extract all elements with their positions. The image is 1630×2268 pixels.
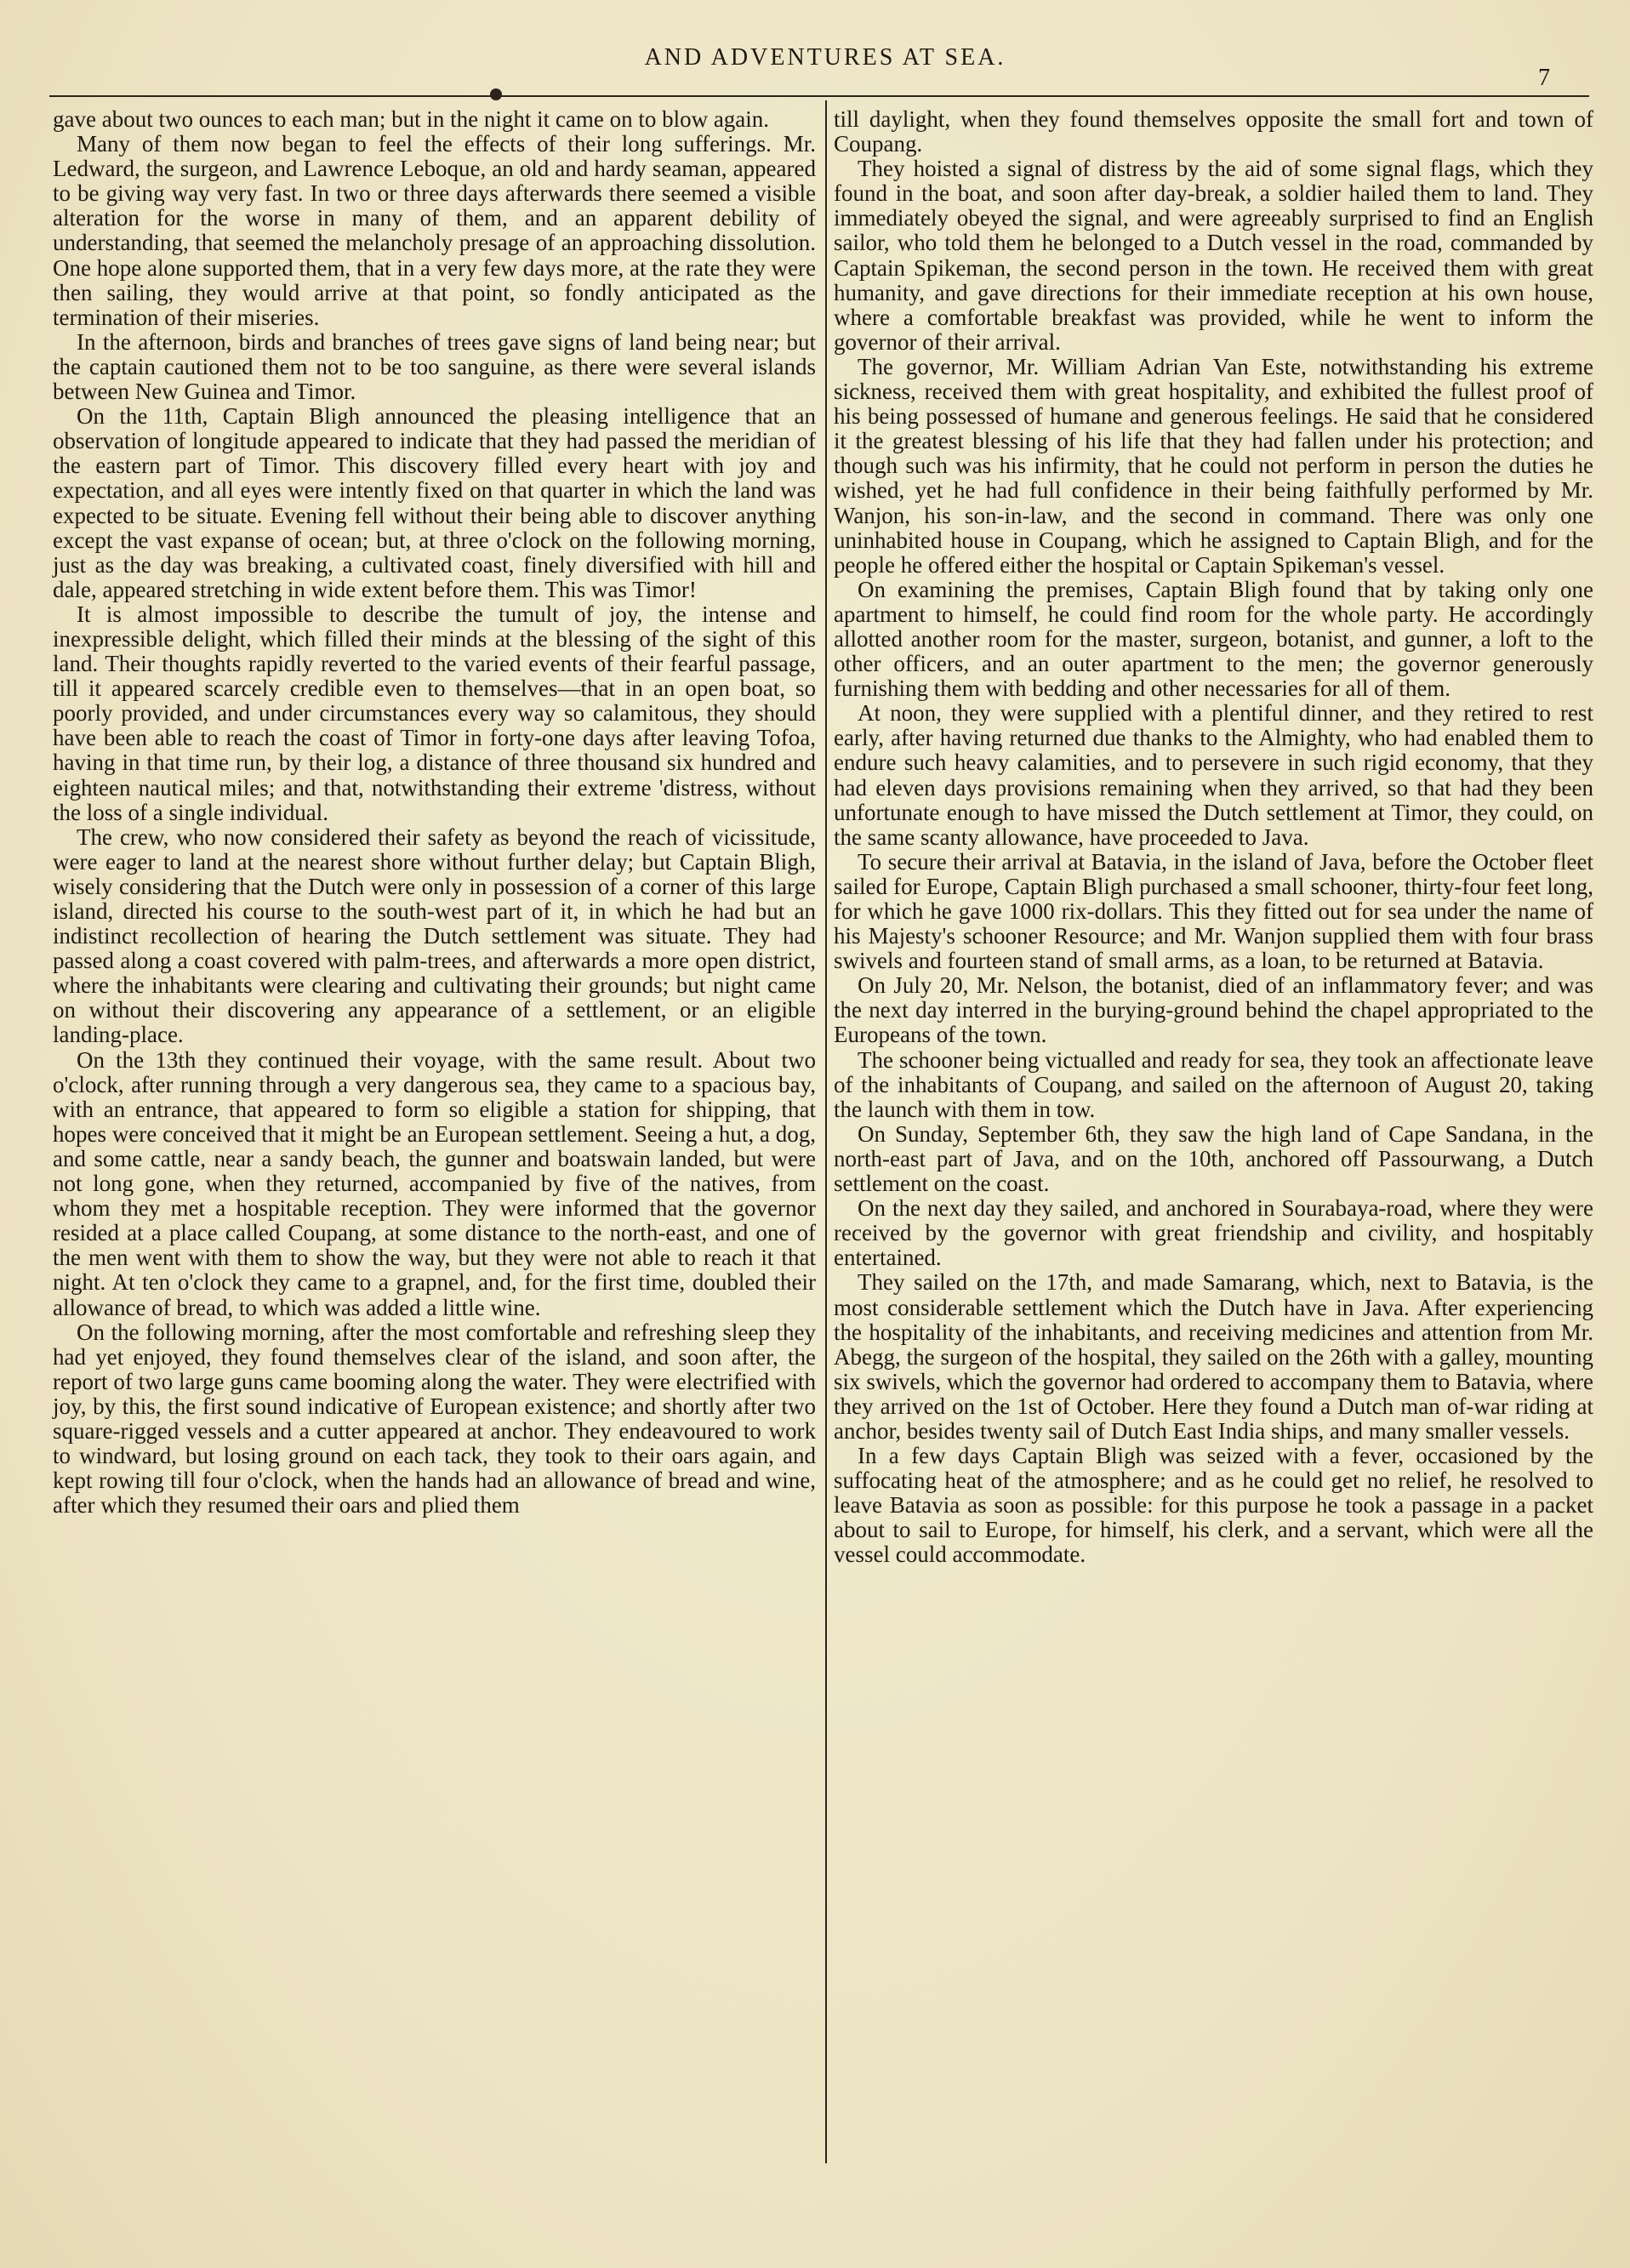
paragraph: The governor, Mr. William Adrian Van Este, notwithstanding his extreme sickness, received them with great hospitality, and exhibited the fullest proof of his being possessed of humane and generous feelings. He said that he considered it the greatest blessing of his life that they had fallen under his protection; and though such was his infirmity, that he could not perform in person the duties he wished, yet he had full confidence in their being faithfully performed by Mr. Wanjon, his son-in-law, and the second in command. There was only one uninhabited house in Coupang, which he assigned to Captain Bligh, and for the people he offered either the hospital or Captain Spikeman's vessel.	[834, 353, 1593, 578]
paragraph: At noon, they were supplied with a plentiful dinner, and they retired to rest early, after having returned due thanks to the Almighty, who had enabled them to endure such heavy calamities, and to persevere in such rigid economy, that they had eleven days provisions remaining when they arrived, so that had they been unfortunate enough to have missed the Dutch settlement at Timor, they could, on the same scanty allowance, have proceeded to Java.	[834, 700, 1593, 850]
page-number: 7	[1538, 65, 1550, 91]
paragraph: It is almost impossible to describe the tumult of joy, the intense and inexpressible delight, which filled their minds at the blessing of the sight of this land. Their thoughts rapidly reverted to the varied events of their fearful passage, till it appeared scarcely credible even to themselves—that in an open boat, so poorly provided, and under circumstances every way so calamitous, they should have been able to reach the coast of Timor in forty-one days after leaving Tofoa, having in that time run, by their log, a distance of three thousand six hundred and eighteen nautical miles; and that, notwithstanding their extreme 'distress, without the loss of a single individual.	[53, 601, 816, 825]
right-column	[834, 107, 1593, 1568]
paragraph: On the 11th, Captain Bligh announced the pleasing intelligence that an observation of longitude appeared to indicate that they had passed the meridian of the eastern part of Timor. This discovery filled every heart with joy and expectation, and all eyes were intently fixed on that quarter in which the land was expected to be situate. Evening fell without their being able to discover anything except the vast expanse of ocean; but, at three o'clock on the following morning, just as the day was breaking, a cultivated coast, finely diversified with hill and dale, appeared stretching in wide extent before them. This was Timor!	[53, 403, 816, 602]
paragraph: Many of them now began to feel the effects of their long sufferings. Mr. Ledward, the surgeon, and Lawrence Leboque, an old and hardy seaman, appeared to be giving way very fast. In two or three days afterwards there seemed a visible alteration for the worse in many of them, and an apparent debility of understanding, that seemed the melancholy presage of an approaching dissolution. One hope alone supported them, that in a very few days more, at the rate they were then sailing, they would arrive at that point, so fondly anticipated as the termination of their miseries.	[53, 131, 816, 330]
running-title: AND ADVENTURES AT SEA.	[644, 44, 1006, 71]
paragraph: On the next day they sailed, and anchored in Sourabaya-road, where they were received by the governor with great friendship and civility, and hospitably entertained.	[834, 1195, 1593, 1271]
paragraph: They hoisted a signal of distress by the aid of some signal flags, which they found in the boat, and soon after day-break, a soldier hailed them to land. They immediately obeyed the signal, and were agreeably surprised to find an English sailor, who told them he belonged to a Dutch vessel in the road, commanded by Captain Spikeman, the second person in the town. He received them with great humanity, and gave directions for their immediate reception at his own house, where a comfortable breakfast was provided, while he went to inform the governor of their arrival.	[834, 156, 1593, 355]
column-divider	[825, 100, 827, 2163]
paragraph: On the 13th they continued their voyage, with the same result. About two o'clock, after running through a very dangerous sea, they came to a spacious bay, with an entrance, that appeared to form so eligible a station for shipping, that hopes were conceived that it might be an European settlement. Seeing a hut, a dog, and some cattle, near a sandy beach, the gunner and boatswain landed, but were not long gone, when they returned, accompanied by five of the natives, from whom they met a hospitable reception. They were informed that the governor resided at a place called Coupang, at some distance to the north-east, and one of the men went with them to show the way, but they were not able to reach it that night. At ten o'clock they came to a grapnel, and, for the first time, doubled their allowance of bread, to which was added a little wine.	[53, 1046, 816, 1320]
paragraph: To secure their arrival at Batavia, in the island of Java, before the October fleet sailed for Europe, Captain Bligh purchased a small schooner, thirty-four feet long, for which he gave 1000 rix-dollars. This they fitted out for sea under the name of his Majesty's schooner Resource; and Mr. Wanjon supplied them with four brass swivels and fourteen stand of small arms, as a loan, to be returned at Batavia.	[834, 848, 1593, 974]
page-header	[0, 44, 1630, 91]
left-column	[53, 107, 816, 1518]
paragraph: till daylight, when they found themselves opposite the small fort and town of Coupang.	[834, 106, 1593, 157]
paragraph: gave about two ounces to each man; but in the night it came on to blow again.	[53, 106, 770, 132]
paragraph: In the afternoon, birds and branches of trees gave signs of land being near; but the captain cautioned them not to be too sanguine, as there were several islands between New Guinea and Timor.	[53, 328, 816, 405]
paragraph: In a few days Captain Bligh was seized with a fever, occasioned by the suffocating heat of the atmosphere; and as he could get no relief, he resolved to leave Batavia as soon as possible: for this purpose he took a passage in a packet about to sail to Europe, for himself, his clerk, and a servant, which were all the vessel could accommodate.	[834, 1443, 1593, 1568]
rule-ornament	[490, 88, 502, 100]
paragraph: They sailed on the 17th, and made Samarang, which, next to Batavia, is the most considerable settlement which the Dutch have in Java. After experiencing the hospitality of the inhabitants, and receiving medicines and attention from Mr. Abegg, the surgeon of the hospital, they sailed on the 26th with a galley, mounting six swivels, which the governor had ordered to accompany them to Batavia, where they arrived on the 1st of October. Here they found a Dutch man of-war riding at anchor, besides twenty sail of Dutch East India ships, and many smaller vessels.	[834, 1269, 1593, 1444]
header-rule	[49, 95, 1589, 97]
paragraph: The crew, who now considered their safety as beyond the reach of vicissitude, were eager to land at the nearest shore without further delay; but Captain Bligh, wisely considering that the Dutch were only in possession of a corner of this large island, directed his course to the south-west part of it, in which he had but an indistinct recollection of hearing the Dutch settlement was situate. They had passed along a coast covered with palm-trees, and afterwards a more open district, where the inhabitants were clearing and cultivating their grounds; but night came on without their discovering any appearance of a settlement, or an eligible landing-place.	[53, 823, 816, 1048]
paragraph: On the following morning, after the most comfortable and refreshing sleep they had yet enjoyed, they found themselves clear of the island, and soon after, the report of two large guns came booming along the water. They were electrified with joy, by this, the first sound indicative of European existence; and shortly after two square-rigged vessels and a cutter appeared at anchor. They endeavoured to work to windward, but losing ground on each tack, they took to their oars again, and kept rowing till four o'clock, when the hands had an allowance of bread and wine, after which they resumed their oars and plied them	[53, 1319, 816, 1519]
paragraph: On examining the premises, Captain Bligh found that by taking only one apartment to himself, he could find room for the whole party. He accordingly allotted another room for the master, surgeon, botanist, and gunner, a loft to the other officers, and an outer apartment to the men; the governor generously furnishing them with bedding and other necessaries for all of them.	[834, 576, 1593, 702]
paragraph: On July 20, Mr. Nelson, the botanist, died of an inflammatory fever; and was the next day interred in the burying-ground behind the chapel appropriated to the Europeans of the town.	[834, 972, 1593, 1048]
paragraph: On Sunday, September 6th, they saw the high land of Cape Sandana, in the north-east part of Java, and on the 10th, anchored off Passourwang, a Dutch settlement on the coast.	[834, 1120, 1593, 1197]
paragraph: The schooner being victualled and ready for sea, they took an affectionate leave of the inhabitants of Coupang, and sailed on the afternoon of August 20, taking the launch with them in tow.	[834, 1046, 1593, 1122]
